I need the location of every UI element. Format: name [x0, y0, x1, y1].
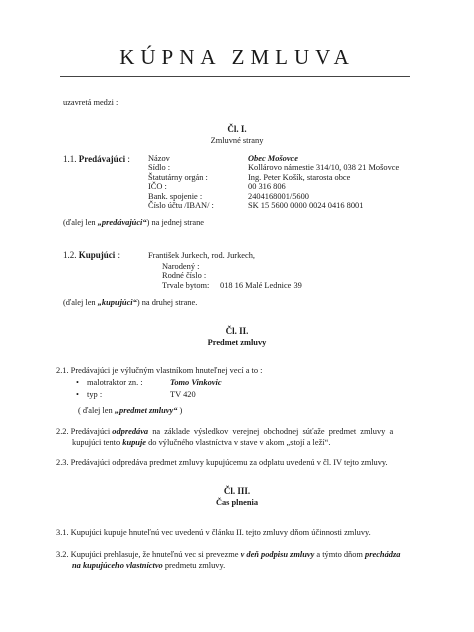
seller-note-prefix: (ďalej len [63, 218, 98, 227]
buyer-label-born: Narodený : [162, 262, 200, 271]
buyer-label-residence: Trvale bytom: [162, 280, 210, 290]
seller-note-suffix: ) na jednej strane [146, 218, 205, 227]
buyer-details [162, 262, 370, 290]
paragraph-3-2-number: 3.2. [56, 550, 69, 559]
p32-a: Kupujúci prehlasuje, že hnuteľnú vec si prevezme [70, 550, 241, 559]
bullet-item-type [76, 390, 102, 400]
buyer-value-birthno [220, 271, 370, 280]
paragraph-2-3-text: Predávajúci odpredáva predmet zmluvy kupujúcemu za odplatu uvedenú v čl. IV tejto zmluvy. [70, 458, 388, 467]
p21-note-suffix: ) [177, 406, 183, 415]
buyer-section [63, 250, 120, 261]
paragraph-3-2 [56, 550, 400, 560]
seller-value-bank: 2404168001/5600 [248, 191, 309, 201]
paragraph-2-1-note [78, 406, 182, 416]
article-1-heading: Zmluvné strany [210, 136, 264, 145]
buyer-value-born [220, 262, 370, 271]
seller-label-iban: Číslo účtu /IBAN/ : [148, 201, 214, 211]
seller-value-name: Obec Mošovce [248, 154, 298, 163]
intro-text: uzavretá medzi : [63, 98, 119, 107]
paragraph-2-3-number: 2.3. [56, 458, 69, 467]
bullet-item-tractor [76, 378, 143, 388]
tractor-type: TV 420 [170, 390, 196, 399]
buyer-note [63, 298, 197, 308]
seller-label-address: Sídlo : [148, 163, 171, 173]
buyer-number: 1.2. [63, 250, 77, 260]
article-3-heading: Čas plnenia [215, 498, 259, 507]
bullet-icon: • [76, 390, 79, 399]
buyer-colon: : [117, 250, 121, 260]
seller-label-bank: Bank. spojenie : [148, 191, 203, 201]
p32-c: a týmto dňom [314, 550, 366, 559]
type-label: typ : [87, 390, 103, 399]
paragraph-3-1-text: Kupujúci kupuje hnuteľnú vec uvedenú v článku II. tejto zmluvy dňom účinnosti zmluvy. [70, 528, 371, 537]
buyer-role: Kupujúci [78, 250, 116, 260]
p22-text-a: Predávajúci [70, 427, 113, 436]
seller-section [63, 154, 130, 165]
article-2-number: Čl. II. [225, 326, 249, 336]
p22-line2-a: kupujúci tento [72, 438, 123, 447]
p32-f: predmetu zmluvy. [162, 561, 226, 570]
seller-value-address: Kollárovo námestie 314/10, 038 21 Mošovce [248, 163, 400, 173]
p22-line2-b: kupuje [122, 438, 146, 447]
p32-d: prechádza [365, 550, 401, 559]
p32-b: v deň podpisu zmluvy [240, 550, 315, 559]
seller-note [63, 218, 204, 228]
seller-role: Predávajúci [78, 154, 126, 164]
seller-details [148, 154, 474, 210]
seller-colon: : [127, 154, 130, 164]
seller-value-statutory: Ing. Peter Košík, starosta obce [248, 172, 351, 182]
buyer-note-suffix: ) na druhej strane. [136, 298, 198, 307]
article-2-heading: Predmet zmluvy [207, 338, 267, 347]
paragraph-3-1-number: 3.1. [56, 528, 69, 537]
article-1-number: Čl. I. [227, 124, 247, 134]
seller-value-iban: SK 15 5600 0000 0024 0416 8001 [248, 201, 364, 211]
tractor-brand: Tomo Vinkovic [170, 378, 222, 387]
tractor-label: malotraktor zn. : [87, 378, 143, 387]
paragraph-2-2-line2 [72, 438, 330, 448]
document-title: KÚPNA ZMLUVA [119, 45, 355, 69]
seller-label-name: Názov [148, 154, 170, 163]
paragraph-3-1 [56, 528, 371, 538]
buyer-label-birthno: Rodné číslo : [162, 271, 207, 281]
paragraph-2-2-number: 2.2. [56, 427, 69, 436]
seller-note-name: „predávajúci“ [97, 218, 147, 227]
buyer-note-name: „kupujúci“ [97, 298, 137, 307]
bullet-icon: • [76, 378, 79, 387]
paragraph-2-1-text: Predávajúci je výlučným vlastníkom hnuteľnej vecí a to : [70, 366, 263, 375]
p21-note-name: „predmet zmluvy“ [114, 406, 178, 415]
seller-value-ico: 00 316 806 [248, 182, 286, 192]
article-3-number: Čl. III. [223, 486, 251, 496]
p22-line2-c: do výlučného vlastníctva v stave v akom „stojí a leží“. [146, 438, 331, 447]
paragraph-2-1-number: 2.1. [56, 366, 69, 375]
p21-note-prefix: ( ďalej len [78, 406, 115, 415]
paragraph-3-2-line2 [72, 561, 225, 571]
p32-e: na kupujúceho vlastníctvo [72, 561, 163, 570]
buyer-note-prefix: (ďalej len [63, 298, 98, 307]
buyer-value-residence: 018 16 Malé Lednice 39 [220, 280, 302, 290]
seller-number: 1.1. [63, 154, 77, 164]
seller-label-ico: IČO : [148, 182, 167, 192]
title-underline [60, 76, 410, 77]
paragraph-2-2 [56, 427, 393, 437]
buyer-name: František Jurkech, rod. Jurkech, [148, 251, 255, 260]
seller-label-statutory: Štatutárny orgán : [148, 172, 208, 182]
p22-text-c: na základe výsledkov verejnej obchodnej súťaže predmet zmluvy a [148, 427, 394, 436]
paragraph-2-1 [56, 366, 262, 376]
paragraph-2-3 [56, 458, 388, 468]
p22-text-b: odpredáva [112, 427, 149, 436]
